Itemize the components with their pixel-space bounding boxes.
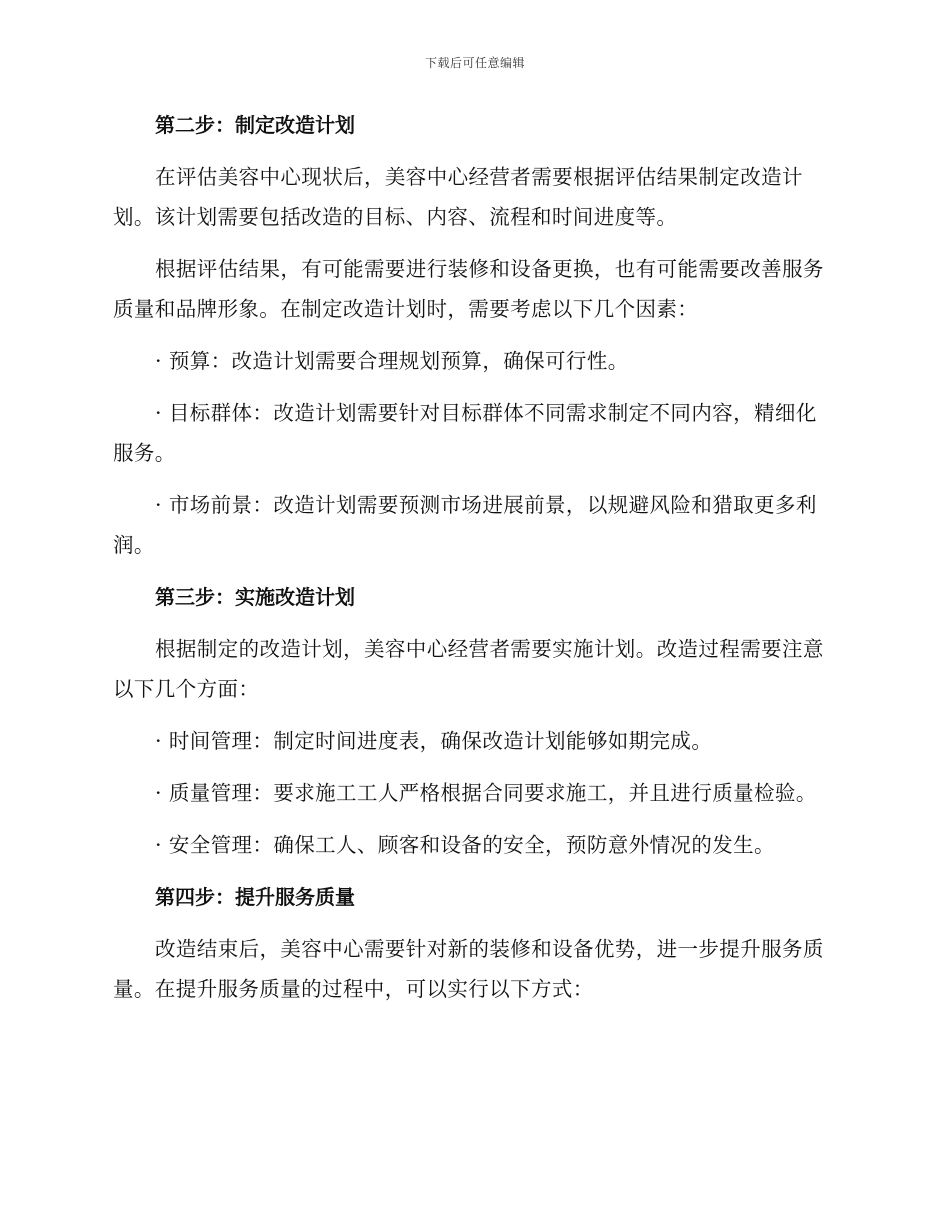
paragraph: 在评估美容中心现状后，美容中心经营者需要根据评估结果制定改造计划。该计划需要包括改造的目标、内容、流程和时间进度等。 <box>113 165 803 229</box>
paragraph: 改造结束后，美容中心需要针对新的装修和设备优势，进一步提升服务质量。在提升服务质量的过程中，可以实行以下方式： <box>113 937 824 1001</box>
paragraph: 根据评估结果，有可能需要进行装修和设备更换，也有可能需要改善服务质量和品牌形象。在制定改造计划时，需要考虑以下几个因素： <box>113 257 824 321</box>
bullet-item-safety-management: · 安全管理：确保工人、顾客和设备的安全，预防意外情况的发生。 <box>155 833 775 857</box>
section-heading-step-2: 第二步：制定改造计划 <box>155 113 355 137</box>
section-heading-step-4: 第四步：提升服务质量 <box>155 885 355 909</box>
bullet-item-budget: · 预算：改造计划需要合理规划预算，确保可行性。 <box>155 349 629 373</box>
paragraph: 根据制定的改造计划，美容中心经营者需要实施计划。改造过程需要注意以下几个方面： <box>113 637 824 701</box>
bullet-item-target-group: · 目标群体：改造计划需要针对目标群体不同需求制定不同内容，精细化服务。 <box>113 401 817 465</box>
document-body <box>113 105 837 1021</box>
bullet-item-time-management: · 时间管理：制定时间进度表，确保改造计划能够如期完成。 <box>155 729 713 753</box>
bullet-item-quality-management: · 质量管理：要求施工工人严格根据合同要求施工，并且进行质量检验。 <box>155 781 817 805</box>
bullet-item-market-outlook: · 市场前景：改造计划需要预测市场进展前景，以规避风险和猎取更多利润。 <box>113 493 817 557</box>
header-note: 下载后可任意编辑 <box>424 56 525 70</box>
section-heading-step-3: 第三步：实施改造计划 <box>155 585 355 609</box>
